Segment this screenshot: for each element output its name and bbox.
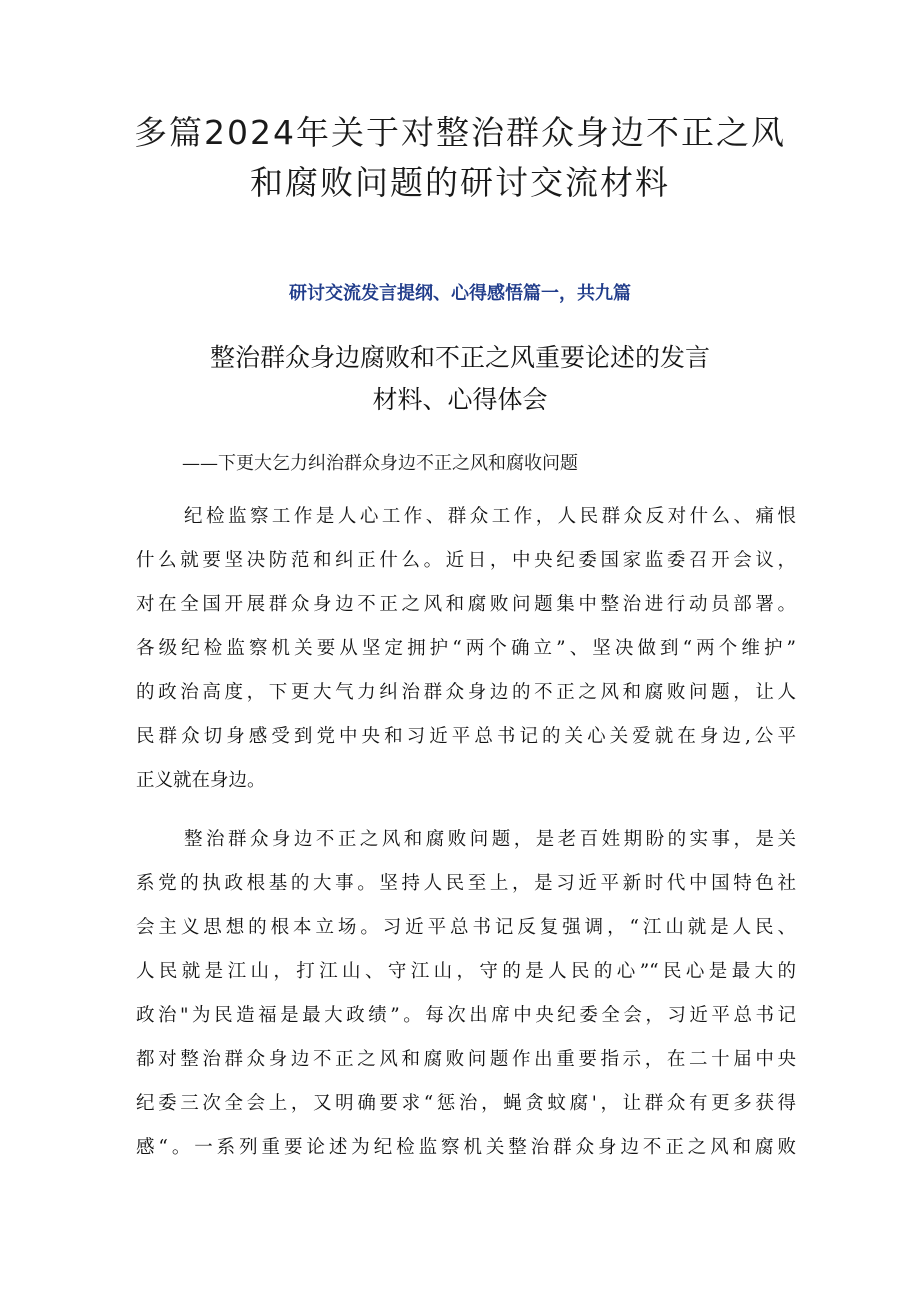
document-title-line-2: 和腐败问题的研讨交流材料 <box>250 163 670 202</box>
body-paragraph-2 <box>136 818 796 1170</box>
body-paragraph-1 <box>136 495 796 803</box>
article-tagline: ——下更大乞力纠治群众身边不正之风和腐收问题 <box>182 453 578 474</box>
paragraph-line: 政治"为民造福是最大政绩”。每次出席中央纪委全会，习近平总书记 <box>136 1005 796 1026</box>
paragraph-line: 整治群众身边不正之风和腐败问题，是老百姓期盼的实事，是关 <box>184 829 796 850</box>
paragraph-line: 正义就在身边。 <box>136 770 266 791</box>
paragraph-line: 人民就是江山，打江山、守江山，守的是人民的心”“民心是最大的 <box>136 961 796 982</box>
paragraph-line: 纪委三次全会上，又明确要求“惩治，蝇贪蚊腐'，让群众有更多获得 <box>136 1093 796 1114</box>
paragraph-line: 都对整治群众身边不正之风和腐败问题作出重要指示，在二十届中央 <box>136 1049 796 1070</box>
paragraph-line: 各级纪检监察机关要从坚定拥护“两个确立”、坚决做到“两个维护” <box>136 638 796 659</box>
paragraph-line: 会主义思想的根本立场。习近平总书记反复强调，“江山就是人民、 <box>136 917 796 938</box>
article-title-line-1: 整治群众身边腐败和不正之风重要论述的发言 <box>209 343 710 372</box>
document-title-line-1: 多篇2024年关于对整治群众身边不正之风 <box>134 113 786 152</box>
series-label: 研讨交流发言提纲、心得感悟篇一，共九篇 <box>289 283 631 304</box>
paragraph-line: 感“。一系列重要论述为纪检监察机关整治群众身边不正之风和腐败 <box>136 1137 796 1158</box>
paragraph-line: 的政治高度，下更大气力纠治群众身边的不正之风和腐败问题，让人 <box>136 682 796 703</box>
paragraph-line: 什么就要坚决防范和纠正什么。近日，中央纪委国家监委召开会议， <box>136 550 796 571</box>
article-title-line-2: 材料、心得体会 <box>372 385 548 414</box>
paragraph-line: 系党的执政根基的大事。坚持人民至上，是习近平新时代中国特色社 <box>136 873 796 894</box>
paragraph-line: 民群众切身感受到党中央和习近平总书记的关心关爱就在身边,公平 <box>136 726 796 747</box>
paragraph-line: 纪检监察工作是人心工作、群众工作，人民群众反对什么、痛恨 <box>184 506 796 527</box>
paragraph-line: 对在全国开展群众身边不正之风和腐败问题集中整治进行动员部署。 <box>136 594 796 615</box>
